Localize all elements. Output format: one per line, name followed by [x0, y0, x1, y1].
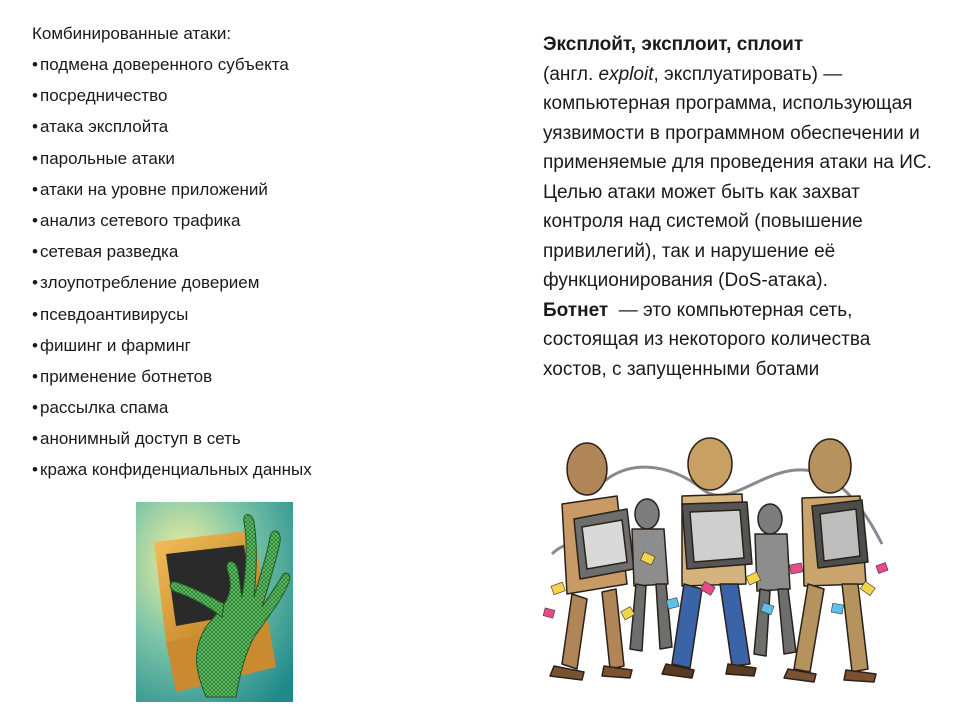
list-item-text: кража конфиденциальных данных	[40, 460, 312, 480]
exploit-definition-text: , эксплуатировать) — компьютерная программа, использующая уязвимости в программном обеспечении и применяемые для проведения атаки на ИС. Целью атаки может быть как захват контроля над системой (повышение привилегий), так и нарушение её функционирования (DoS-атака).	[543, 63, 932, 291]
attack-list	[32, 53, 392, 490]
bullet: •	[32, 398, 38, 418]
list-item	[32, 396, 392, 427]
bullet: •	[32, 242, 38, 262]
list-item	[32, 178, 392, 209]
list-item	[32, 303, 392, 334]
list-item-text: посредничество	[40, 86, 168, 106]
botnet-definition-text: — это компьютерная сеть, состоящая из некоторого количества хостов, с запущенными ботами	[543, 299, 876, 380]
list-item-text: атаки на уровне приложений	[40, 179, 268, 199]
list-item-text: рассылка спама	[40, 398, 169, 418]
exploit-paren-open: (англ.	[543, 63, 599, 85]
bullet: •	[32, 148, 38, 168]
bullet: •	[32, 55, 38, 74]
bullet: •	[32, 210, 38, 230]
list-item	[32, 115, 392, 146]
bullet: •	[32, 429, 38, 449]
bullet: •	[32, 335, 38, 355]
list-item	[32, 147, 392, 178]
list-item	[32, 271, 392, 302]
list-item-text: атака эксплойта	[40, 117, 169, 137]
exploit-english-word: exploit	[598, 63, 654, 85]
list-item-text: злоупотребление доверием	[40, 273, 260, 293]
list-item-text: псевдоантивирусы	[40, 304, 189, 324]
list-item	[32, 334, 392, 365]
list-item	[32, 209, 392, 240]
list-item	[32, 365, 392, 396]
bullet: •	[32, 304, 38, 324]
zombie-bots-with-monitors-illustration	[532, 434, 893, 704]
bullet: •	[32, 117, 38, 137]
hand-through-monitor-illustration	[136, 502, 293, 702]
list-item-text: фишинг и фарминг	[40, 335, 191, 355]
list-item-text: анонимный доступ в сеть	[40, 429, 241, 449]
botnet-term: Ботнет	[543, 299, 609, 321]
list-item-text: сетевая разведка	[40, 242, 179, 262]
list-item	[32, 240, 392, 271]
list-item	[32, 427, 392, 458]
bullet: •	[32, 86, 38, 106]
botnet-definition	[543, 296, 933, 385]
bullet: •	[32, 273, 38, 293]
attacks-heading: Комбинированные атаки:	[32, 24, 232, 43]
list-item	[32, 458, 392, 489]
bullet: •	[32, 366, 38, 386]
list-item	[32, 84, 392, 115]
bullet: •	[32, 179, 38, 199]
list-item-text: применение ботнетов	[40, 366, 213, 386]
exploit-term: Эксплойт, эксплоит, сплоит	[543, 34, 804, 55]
list-item	[32, 53, 392, 84]
list-item-text: парольные атаки	[40, 148, 175, 168]
bullet: •	[32, 460, 38, 480]
exploit-definition	[543, 30, 933, 296]
left-column	[32, 22, 392, 490]
right-column	[543, 30, 933, 384]
list-item-text: анализ сетевого трафика	[40, 210, 241, 230]
list-item-text: подмена доверенного субъекта	[40, 55, 289, 74]
